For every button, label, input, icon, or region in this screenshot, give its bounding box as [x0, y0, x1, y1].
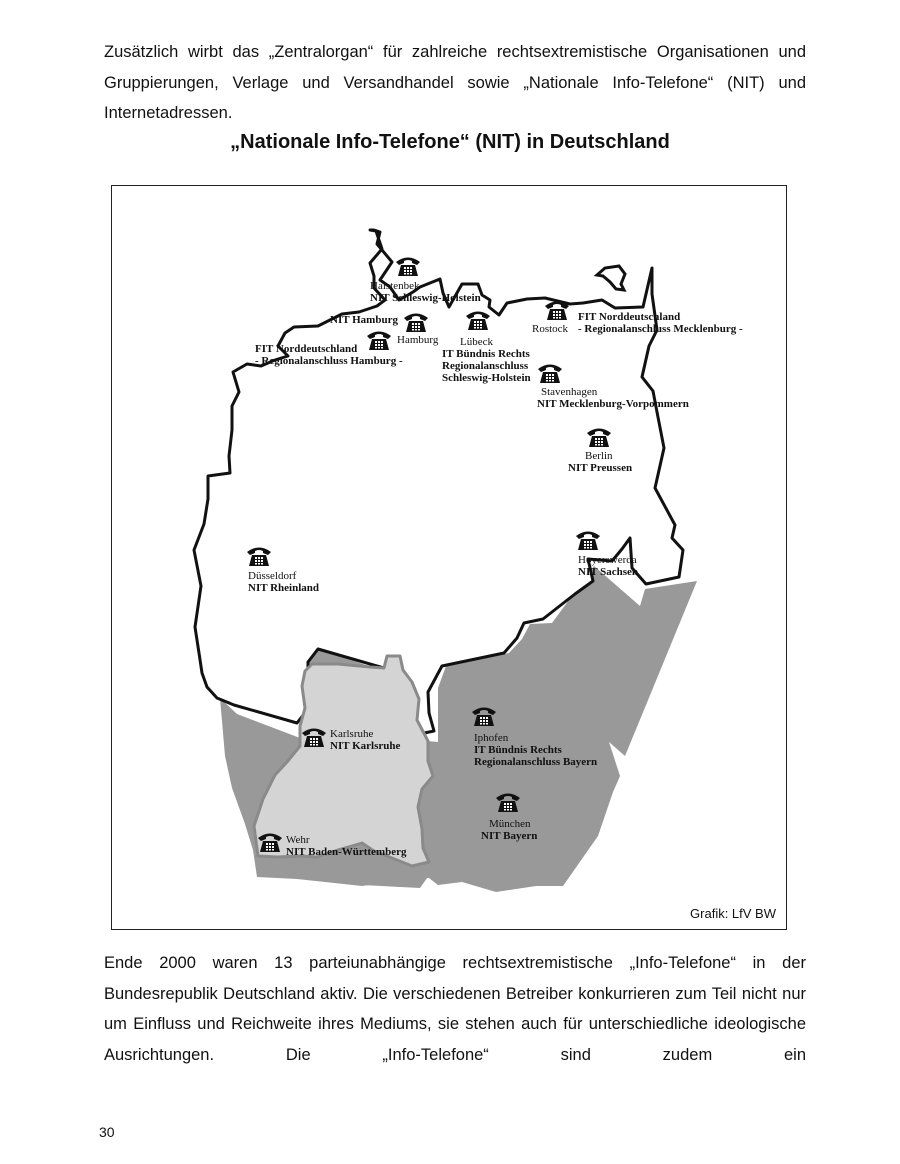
map-credit: Grafik: LfV BW [690, 906, 776, 921]
label-halstenbek: Halstenbek NIT Schleswig-Holstein [370, 280, 481, 304]
label-wehr: Wehr NIT Baden-Württemberg [286, 834, 407, 858]
outro-paragraph: Ende 2000 waren 13 parteiunabhängige rechtsextremistische „Info-Telefone“ in der Bundesrepublik Deutschland aktiv. Die verschiedenen Betreiber konkurrieren zum Teil nicht nur um Einfluss und Reichweite ihres Mediums, sie stehen auch für unterschiedliche ideologische Ausrichtungen. Die „Info-Telefone“ sind zudem ein [104, 954, 806, 1064]
label-berlin: Berlin NIT Preussen [568, 450, 633, 474]
label-iphofen: Iphofen IT Bündnis Rechts Regionalanschluss Bayern [474, 732, 598, 768]
label-karlsruhe: Karlsruhe NIT Karlsruhe [330, 728, 401, 752]
label-muenchen: München NIT Bayern [481, 818, 538, 842]
intro-paragraph: Zusätzlich wirbt das „Zentralorgan“ für zahlreiche rechtsextremistische Organisationen und Gruppierungen, Verlage und Versandhandel sowie „Nationale Info-Telefone“ (NIT) und Internetadressen. [104, 43, 806, 122]
phone-icon-halstenbek [396, 258, 420, 277]
label-stavenhagen: Stavenhagen NIT Mecklenburg-Vorpommern [537, 386, 689, 410]
label-fit-mecklenburg: FIT Norddeutschland - Regionalanschluss Mecklenburg - [578, 311, 743, 335]
label-fit-hamburg: FIT Norddeutschland - Regionalanschluss Hamburg - [255, 343, 403, 367]
figure-title: „Nationale Info-Telefone“ (NIT) in Deutschland [230, 131, 670, 153]
label-rostock-city: Rostock [532, 323, 569, 335]
page-number: 30 [99, 1124, 115, 1140]
label-luebeck: Lübeck IT Bündnis Rechts Regionalanschluss Schleswig-Holstein [442, 336, 531, 384]
map-figure [111, 185, 787, 930]
label-hamburg-city: Hamburg [397, 334, 439, 346]
label-hoyerswerda: Hoyerswerda NIT Sachsen [578, 554, 639, 578]
label-duesseldorf: Düsseldorf NIT Rheinland [248, 570, 320, 594]
ruegen-island [597, 266, 625, 290]
label-nit-hamburg: NIT Hamburg [330, 314, 398, 326]
